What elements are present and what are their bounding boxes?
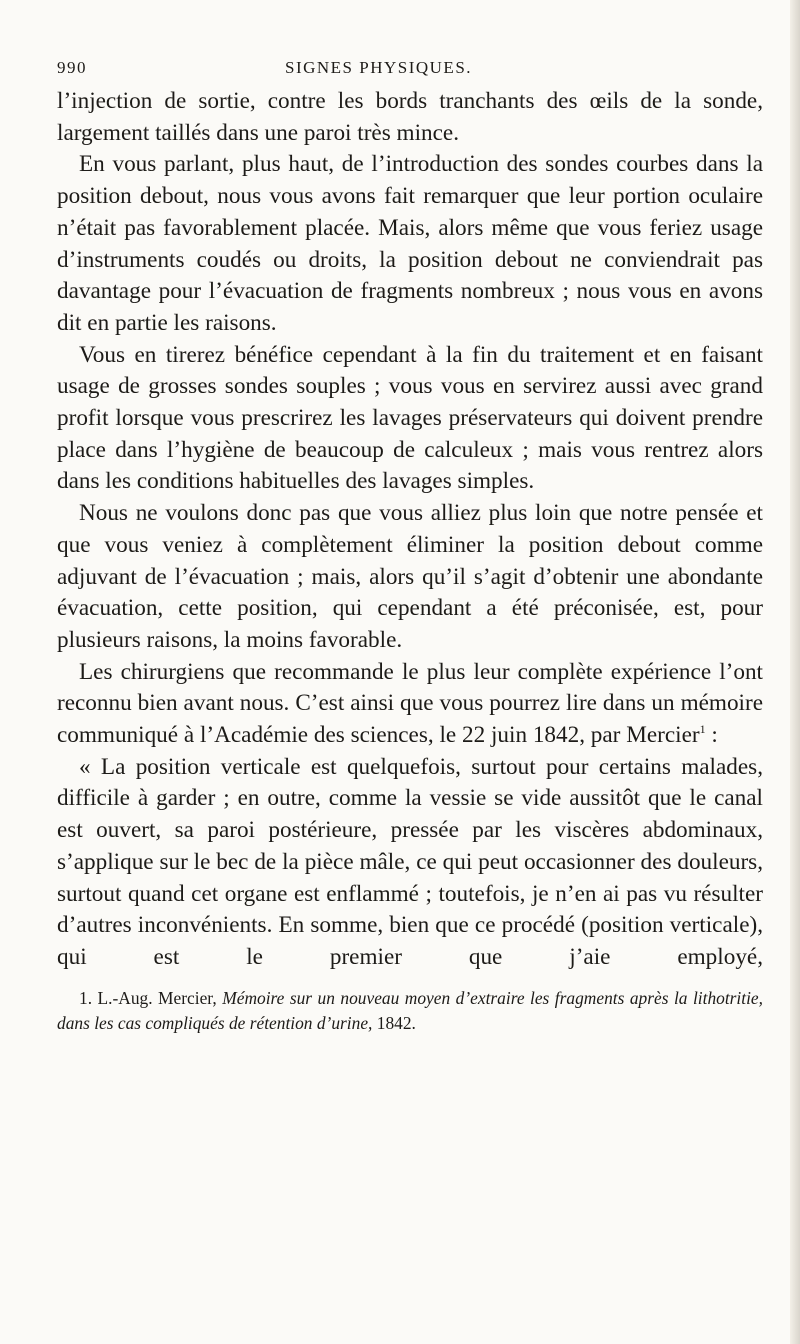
body-text (57, 86, 763, 974)
page-number: 990 (57, 58, 87, 77)
footnote-year: 1842. (376, 1012, 416, 1033)
footnote-title: Mémoire sur un nouveau moyen d’extraire les fragments après la lithotritie, dans les cas compliqués de rétention d’urine, (57, 987, 763, 1033)
paragraph-chirurgiens (57, 657, 763, 752)
book-page (57, 58, 763, 1036)
scan-edge-shadow (790, 0, 800, 1344)
footnote-marker: 1. (79, 987, 93, 1008)
paragraph-chirurgiens-text: Les chirurgiens que recommande le plus leur complète expérience l’ont reconnu bien avant nous. C’est ainsi que vous pourrez lire dans un mémoire communiqué à l’Académie des sciences, le 22 juin 1842, par Mercier (57, 658, 763, 749)
paragraph-sondes-courbes: En vous parlant, plus haut, de l’introduction des sondes courbes dans la position debout, nous vous avons fait remarquer que leur portion oculaire n’était pas favorablement placée. Mais, alors même que vous feriez usage d’instruments coudés ou droits, la position debout ne conviendrait pas davantage pour l’évacuation de fragments nombreux ; nous vous en avons dit en partie les raisons. (57, 151, 763, 336)
paragraph-quotation: « La position verticale est quelquefois, surtout pour certains malades, difficile à garder ; en outre, comme la vessie se vide aussitôt que le canal est ouvert, sa paroi postérieure, pressée par les viscères abdominaux, s’applique sur le bec de la pièce mâle, ce qui peut occasionner des douleurs, surtout quand cet organe est enflammé ; toutefois, je n’en ai pas vu résulter d’autres inconvénients. En somme, bien que ce procédé (position verticale), qui est le premier que j’aie employé, (57, 753, 763, 970)
footnote (57, 986, 763, 1036)
running-title: SIGNES PHYSIQUES. (285, 58, 473, 77)
citation-colon: : (705, 722, 718, 749)
footnote-author: L.-Aug. Mercier, (97, 987, 217, 1008)
paragraph-benefice: Vous en tirerez bénéfice cependant à la fin du traitement et en faisant usage de grosses sondes souples ; vous vous en servirez aussi avec grand profit lorsque vous prescrirez les lavages préservateurs qui doivent prendre place dans l’hygiène de beaucoup de calculeux ; mais vous rentrez alors dans les conditions habituelles des lavages simples. (57, 341, 763, 495)
footnote-reference: 1 (699, 722, 706, 737)
running-head (57, 58, 763, 84)
paragraph-continuation: l’injection de sortie, contre les bords tranchants des œils de la sonde, largement taillés dans une paroi très mince. (57, 88, 763, 146)
paragraph-position-debout: Nous ne voulons donc pas que vous alliez plus loin que notre pensée et que vous veniez à complètement éliminer la position debout comme adjuvant de l’évacuation ; mais, alors qu’il s’agit d’obtenir une abondante évacuation, cette position, qui cependant a été préconisée, est, pour plusieurs raisons, la moins favorable. (57, 500, 763, 653)
